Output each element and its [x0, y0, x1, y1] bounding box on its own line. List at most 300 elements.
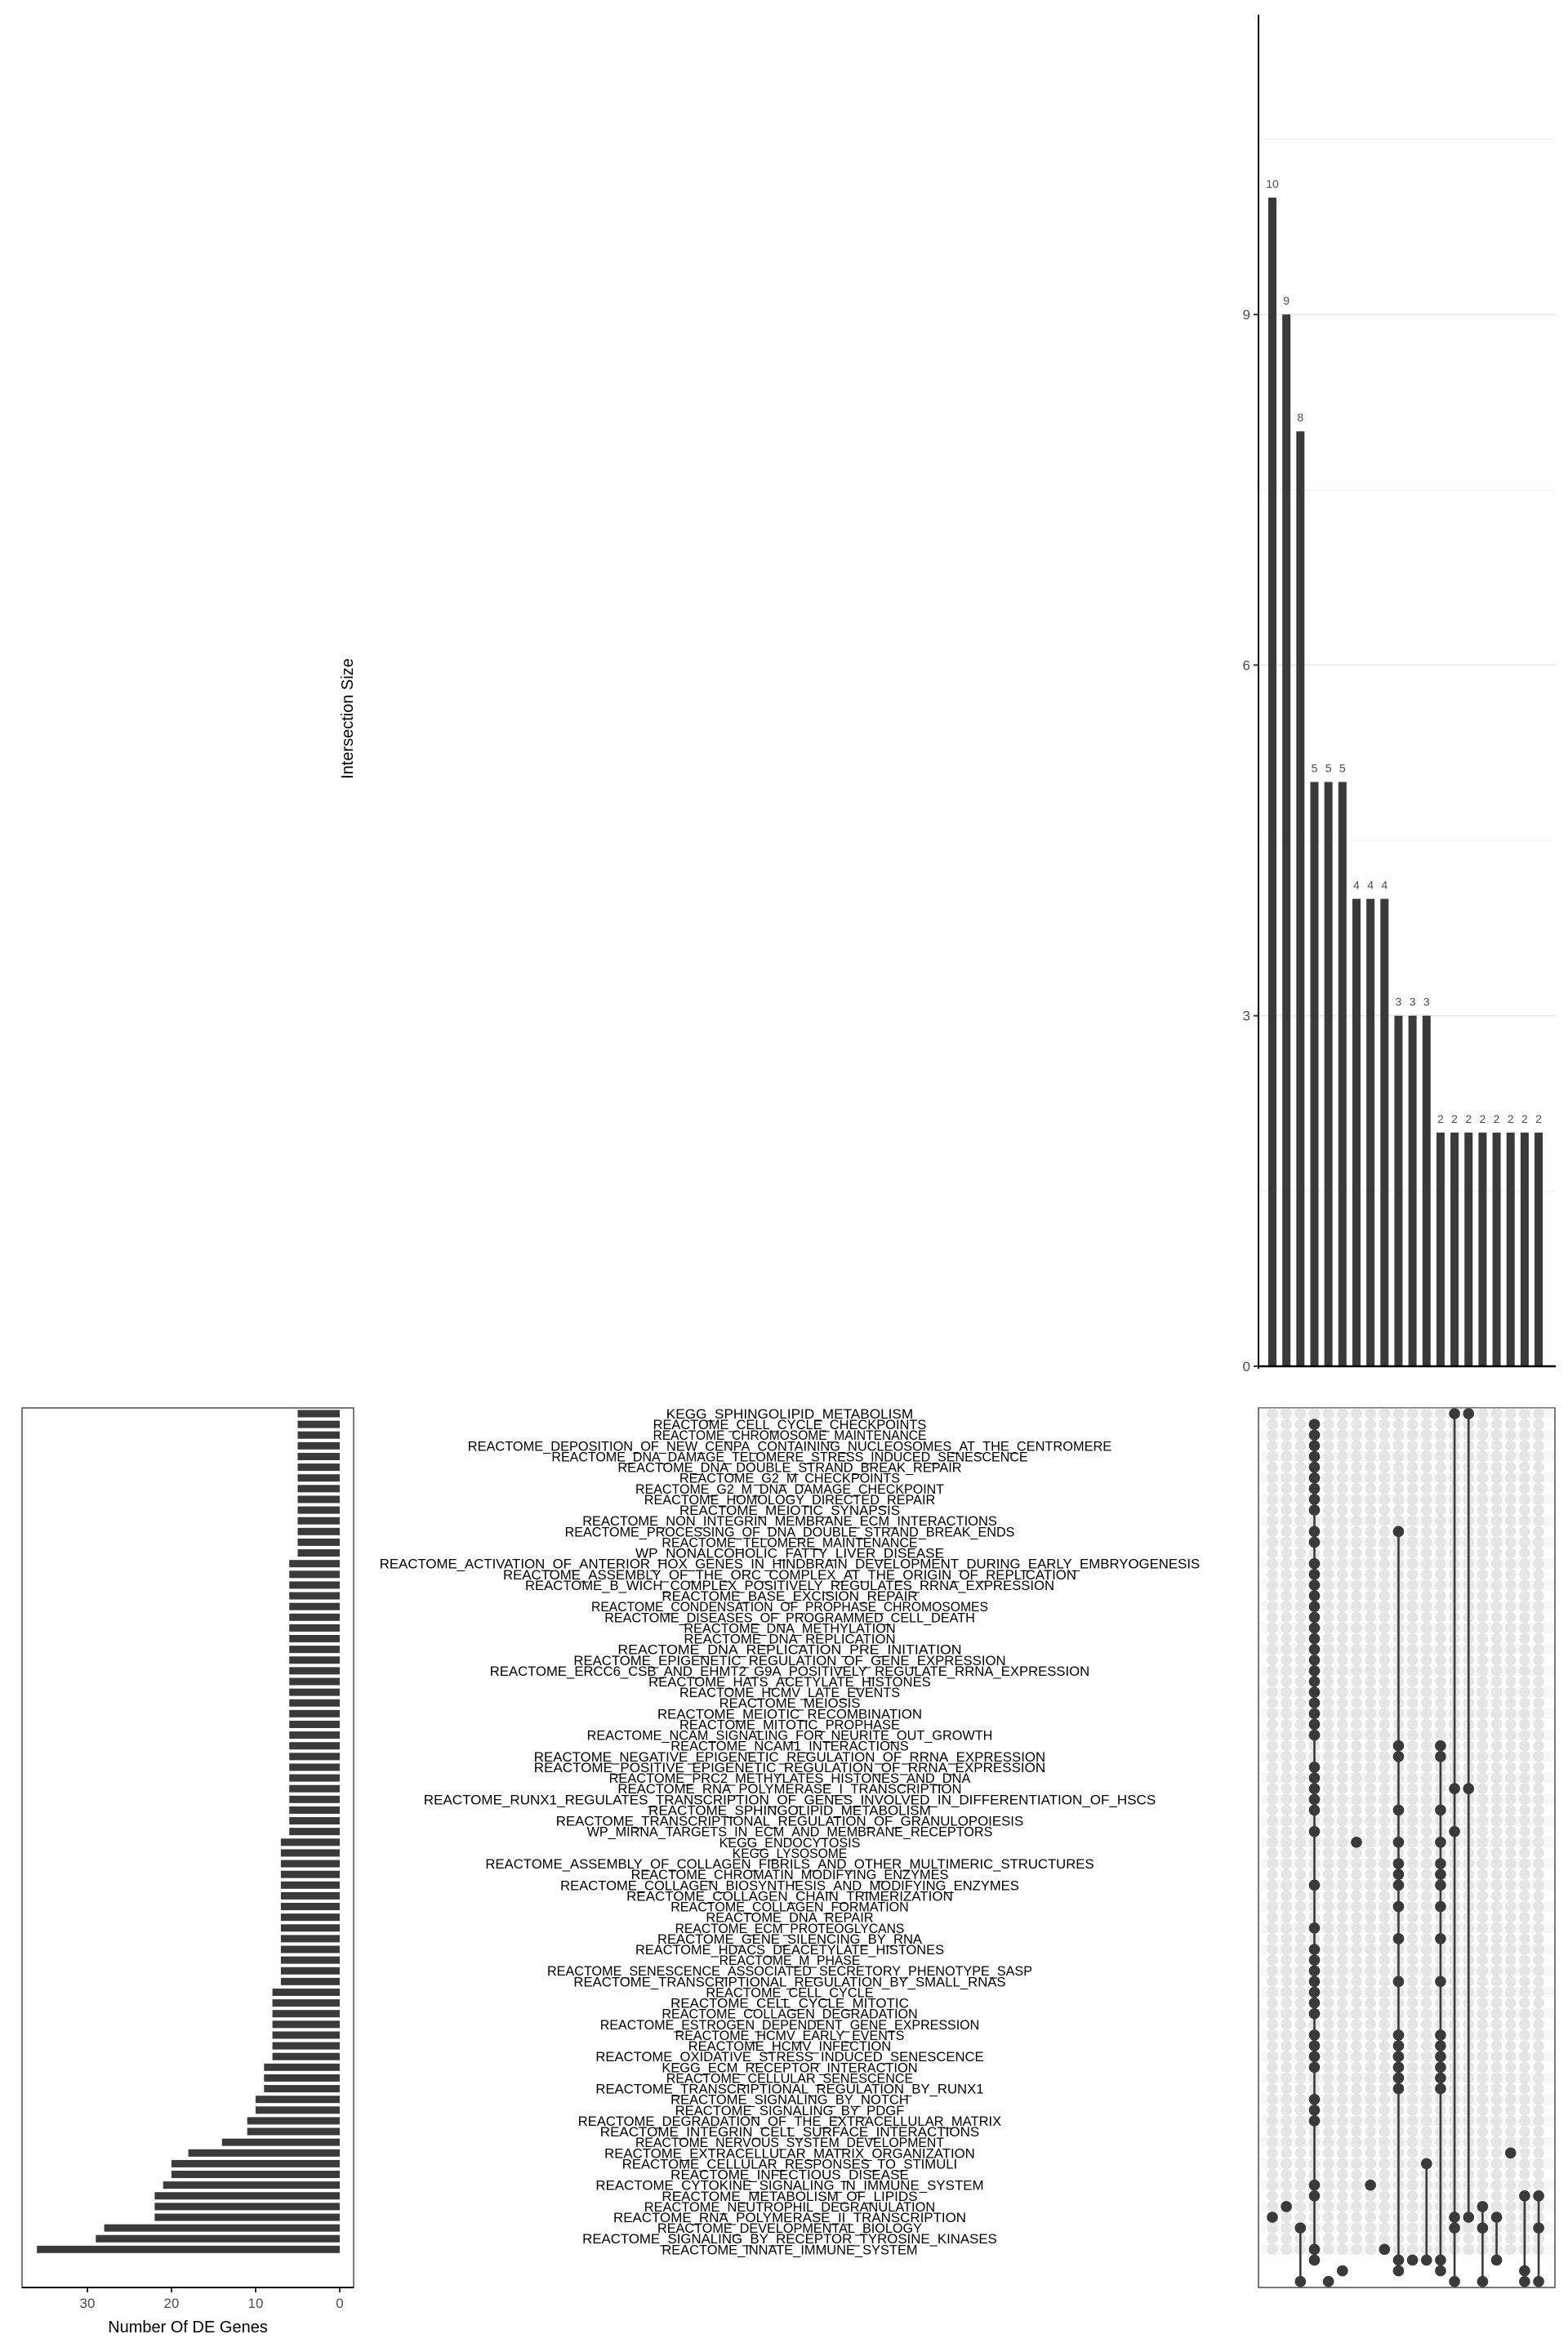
- matrix-filled-dot: [1477, 2201, 1489, 2212]
- bar-value-label: 4: [1381, 878, 1388, 892]
- matrix-empty-dot: [1463, 2233, 1474, 2244]
- matrix-empty-dot: [1477, 1965, 1489, 1976]
- matrix-empty-dot: [1295, 1762, 1307, 1773]
- matrix-empty-dot: [1281, 1826, 1292, 1838]
- set-size-bar: [105, 2225, 340, 2232]
- matrix-empty-dot: [1491, 1944, 1503, 1955]
- matrix-empty-dot: [1421, 1623, 1432, 1634]
- matrix-empty-dot: [1365, 1633, 1376, 1645]
- set-name-label: REACTOME_COLLAGEN_CHAIN_TRIMERIZATION: [626, 1889, 953, 1904]
- matrix-empty-dot: [1491, 2040, 1503, 2051]
- matrix-empty-dot: [1519, 2029, 1530, 2041]
- matrix-empty-dot: [1407, 1569, 1419, 1580]
- matrix-empty-dot: [1337, 1815, 1348, 1827]
- matrix-empty-dot: [1351, 1901, 1362, 1913]
- matrix-empty-dot: [1491, 1869, 1503, 1880]
- matrix-filled-dot: [1477, 2222, 1489, 2234]
- matrix-empty-dot: [1519, 1483, 1530, 1494]
- matrix-empty-dot: [1519, 1901, 1530, 1913]
- matrix-empty-dot: [1379, 1579, 1390, 1591]
- matrix-empty-dot: [1379, 2169, 1390, 2180]
- set-size-bar: [189, 2149, 340, 2157]
- matrix-empty-dot: [1365, 2126, 1376, 2137]
- matrix-empty-dot: [1533, 1891, 1544, 1902]
- matrix-empty-dot: [1337, 1472, 1348, 1484]
- matrix-empty-dot: [1323, 1579, 1334, 1591]
- matrix-filled-dot: [1463, 1783, 1474, 1794]
- set-size-bar: [256, 2096, 340, 2103]
- matrix-empty-dot: [1505, 2233, 1517, 2244]
- matrix-empty-dot: [1281, 1441, 1292, 1452]
- matrix-empty-dot: [1337, 2244, 1348, 2256]
- matrix-empty-dot: [1337, 1762, 1348, 1773]
- matrix-empty-dot: [1365, 2169, 1376, 2180]
- matrix-empty-dot: [1491, 1826, 1503, 1838]
- matrix-empty-dot: [1533, 2029, 1544, 2041]
- matrix-empty-dot: [1281, 1933, 1292, 1944]
- matrix-empty-dot: [1407, 2029, 1419, 2041]
- intersection-bar-labels: [1266, 177, 1542, 1125]
- matrix-empty-dot: [1491, 2115, 1503, 2127]
- set-size-bar: [273, 2042, 340, 2050]
- matrix-empty-dot: [1267, 1719, 1278, 1731]
- matrix-empty-dot: [1323, 2073, 1334, 2084]
- matrix-empty-dot: [1379, 1954, 1390, 1966]
- matrix-empty-dot: [1379, 2115, 1390, 2127]
- matrix-empty-dot: [1351, 1408, 1362, 1419]
- matrix-empty-dot: [1491, 2029, 1503, 2041]
- matrix-empty-dot: [1533, 1611, 1544, 1623]
- matrix-empty-dot: [1351, 1891, 1362, 1902]
- matrix-empty-dot: [1323, 1504, 1334, 1516]
- matrix-empty-dot: [1323, 1858, 1334, 1869]
- matrix-empty-dot: [1379, 1665, 1390, 1677]
- matrix-filled-dot: [1309, 1611, 1321, 1623]
- matrix-empty-dot: [1421, 1730, 1432, 1741]
- matrix-empty-dot: [1407, 2083, 1419, 2095]
- matrix-empty-dot: [1351, 1548, 1362, 1559]
- bar-value-label: 3: [1423, 995, 1430, 1009]
- matrix-filled-dot: [1393, 2265, 1405, 2277]
- matrix-empty-dot: [1379, 1837, 1390, 1848]
- set-size-bar: [281, 1871, 340, 1878]
- set-size-bar: [298, 1485, 341, 1492]
- matrix-empty-dot: [1533, 1708, 1544, 1720]
- matrix-empty-dot: [1477, 1429, 1489, 1441]
- set-name-label: REACTOME_COLLAGEN_DEGRADATION: [662, 2007, 918, 2022]
- matrix-empty-dot: [1533, 1944, 1544, 1955]
- matrix-empty-dot: [1323, 2169, 1334, 2180]
- matrix-filled-dot: [1393, 2083, 1405, 2095]
- matrix-empty-dot: [1533, 1719, 1544, 1731]
- matrix-empty-dot: [1533, 1558, 1544, 1570]
- matrix-empty-dot: [1379, 2136, 1390, 2148]
- matrix-empty-dot: [1379, 2212, 1390, 2223]
- x-tick-label: 30: [79, 2296, 96, 2311]
- matrix-empty-dot: [1365, 1623, 1376, 1634]
- matrix-empty-dot: [1295, 2136, 1307, 2148]
- set-name-label: REACTOME_DNA_REPAIR: [706, 1910, 874, 1926]
- matrix-empty-dot: [1267, 1419, 1278, 1430]
- matrix-empty-dot: [1519, 1569, 1530, 1580]
- matrix-empty-dot: [1421, 1472, 1432, 1484]
- matrix-empty-dot: [1505, 1526, 1517, 1538]
- matrix-filled-dot: [1309, 1730, 1321, 1741]
- matrix-empty-dot: [1281, 2094, 1292, 2105]
- matrix-empty-dot: [1407, 1891, 1419, 1902]
- matrix-empty-dot: [1267, 1515, 1278, 1526]
- set-name-label: WP_MIRNA_TARGETS_IN_ECM_AND_MEMBRANE_RECEPTORS: [586, 1824, 993, 1840]
- matrix-empty-dot: [1295, 2008, 1307, 2020]
- matrix-empty-dot: [1505, 2190, 1517, 2202]
- matrix-empty-dot: [1407, 1815, 1419, 1827]
- matrix-empty-dot: [1281, 1686, 1292, 1698]
- set-size-x-axis: [22, 2287, 354, 2311]
- set-name-label: REACTOME_DNA_REPLICATION_PRE_INITIATION: [617, 1642, 962, 1658]
- matrix-empty-dot: [1351, 1611, 1362, 1623]
- set-size-bar: [298, 1507, 341, 1514]
- matrix-empty-dot: [1267, 2029, 1278, 2041]
- bar-value-label: 9: [1283, 294, 1290, 308]
- matrix-empty-dot: [1477, 1922, 1489, 1934]
- matrix-empty-dot: [1393, 1419, 1405, 1430]
- matrix-empty-dot: [1491, 1623, 1503, 1634]
- matrix-empty-dot: [1281, 1879, 1292, 1891]
- matrix-empty-dot: [1477, 2029, 1489, 2041]
- matrix-empty-dot: [1295, 2201, 1307, 2212]
- set-name-label: REACTOME_M_PHASE: [719, 1953, 861, 1969]
- y-tick-label: 6: [1242, 657, 1250, 674]
- matrix-empty-dot: [1295, 1922, 1307, 1934]
- intersection-bar: [1409, 1016, 1417, 1366]
- matrix-empty-dot: [1435, 1462, 1446, 1473]
- matrix-empty-dot: [1323, 1419, 1334, 1430]
- set-name-label: REACTOME_COLLAGEN_BIOSYNTHESIS_AND_MODIFYING_ENZYMES: [560, 1878, 1019, 1894]
- matrix-empty-dot: [1519, 1826, 1530, 1838]
- set-name-label: WP_NONALCOHOLIC_FATTY_LIVER_DISEASE: [635, 1546, 944, 1561]
- matrix-empty-dot: [1421, 1922, 1432, 1934]
- matrix-empty-dot: [1533, 1548, 1544, 1559]
- matrix-empty-dot: [1337, 2201, 1348, 2212]
- matrix-empty-dot: [1267, 1655, 1278, 1666]
- matrix-empty-dot: [1393, 1504, 1405, 1516]
- matrix-empty-dot: [1519, 2073, 1530, 2084]
- matrix-empty-dot: [1421, 1655, 1432, 1666]
- matrix-empty-dot: [1491, 1579, 1503, 1591]
- matrix-empty-dot: [1379, 1472, 1390, 1484]
- matrix-empty-dot: [1519, 1537, 1530, 1548]
- set-size-bar: [273, 1999, 340, 2007]
- matrix-empty-dot: [1379, 1912, 1390, 1923]
- matrix-empty-dot: [1337, 1891, 1348, 1902]
- matrix-empty-dot: [1323, 1826, 1334, 1838]
- set-name-label: REACTOME_DNA_DOUBLE_STRAND_BREAK_REPAIR: [617, 1460, 962, 1476]
- set-size-x-axis-label: Number Of DE Genes: [108, 2319, 268, 2336]
- matrix-empty-dot: [1295, 1579, 1307, 1591]
- matrix-empty-dot: [1281, 1762, 1292, 1773]
- matrix-empty-dot: [1337, 2094, 1348, 2105]
- matrix-empty-dot: [1323, 2212, 1334, 2223]
- intersection-bar: [1394, 1016, 1402, 1366]
- matrix-empty-dot: [1407, 1751, 1419, 1762]
- matrix-empty-dot: [1295, 1891, 1307, 1902]
- matrix-filled-dot: [1393, 2073, 1405, 2084]
- matrix-empty-dot: [1421, 1944, 1432, 1955]
- matrix-empty-dot: [1295, 2126, 1307, 2137]
- matrix-empty-dot: [1351, 1912, 1362, 1923]
- set-name-label: REACTOME_NEGATIVE_EPIGENETIC_REGULATION_OF_RRNA_EXPRESSION: [533, 1749, 1046, 1765]
- matrix-empty-dot: [1267, 1441, 1278, 1452]
- matrix-empty-dot: [1295, 1676, 1307, 1687]
- matrix-empty-dot: [1337, 1869, 1348, 1880]
- matrix-empty-dot: [1281, 2083, 1292, 2095]
- matrix-empty-dot: [1365, 1483, 1376, 1494]
- matrix-empty-dot: [1477, 2073, 1489, 2084]
- set-size-bar: [289, 1635, 340, 1642]
- matrix-empty-dot: [1379, 1590, 1390, 1601]
- matrix-empty-dot: [1351, 1676, 1362, 1687]
- matrix-empty-dot: [1491, 1858, 1503, 1869]
- set-name-label: REACTOME_HCMV_LATE_EVENTS: [679, 1686, 900, 1701]
- matrix-filled-dot: [1309, 1483, 1321, 1494]
- matrix-empty-dot: [1281, 1504, 1292, 1516]
- matrix-empty-dot: [1295, 1847, 1307, 1859]
- matrix-empty-dot: [1323, 2115, 1334, 2127]
- matrix-empty-dot: [1491, 1686, 1503, 1698]
- matrix-empty-dot: [1421, 1815, 1432, 1827]
- matrix-empty-dot: [1337, 1998, 1348, 2009]
- set-size-bar: [256, 2106, 340, 2114]
- matrix-empty-dot: [1281, 1644, 1292, 1655]
- matrix-empty-dot: [1379, 1686, 1390, 1698]
- matrix-empty-dot: [1505, 1708, 1517, 1720]
- matrix-filled-dot: [1393, 1879, 1405, 1891]
- matrix-empty-dot: [1365, 1751, 1376, 1762]
- matrix-empty-dot: [1337, 1751, 1348, 1762]
- matrix-empty-dot: [1421, 1697, 1432, 1708]
- matrix-empty-dot: [1323, 1483, 1334, 1494]
- matrix-empty-dot: [1351, 1633, 1362, 1645]
- matrix-empty-dot: [1533, 1644, 1544, 1655]
- matrix-filled-dot: [1267, 2212, 1278, 2223]
- matrix-empty-dot: [1407, 1644, 1419, 1655]
- matrix-empty-dot: [1323, 1708, 1334, 1720]
- matrix-empty-dot: [1337, 2190, 1348, 2202]
- set-size-bar: [289, 1570, 340, 1578]
- matrix-empty-dot: [1351, 2126, 1362, 2137]
- matrix-empty-dot: [1421, 1686, 1432, 1698]
- matrix-empty-dot: [1281, 1954, 1292, 1966]
- set-size-bar: [289, 1581, 340, 1588]
- matrix-empty-dot: [1337, 1933, 1348, 1944]
- matrix-filled-dot: [1309, 2244, 1321, 2256]
- matrix-empty-dot: [1281, 1558, 1292, 1570]
- matrix-empty-dot: [1295, 1858, 1307, 1869]
- matrix-empty-dot: [1281, 1847, 1292, 1859]
- matrix-empty-dot: [1519, 1655, 1530, 1666]
- matrix-empty-dot: [1477, 1901, 1489, 1913]
- matrix-empty-dot: [1323, 1644, 1334, 1655]
- matrix-filled-dot: [1309, 1762, 1321, 1773]
- matrix-empty-dot: [1477, 1794, 1489, 1806]
- matrix-empty-dot: [1477, 2136, 1489, 2148]
- set-name-label: REACTOME_HDACS_DEACETYLATE_HISTONES: [635, 1943, 944, 1958]
- matrix-empty-dot: [1477, 2115, 1489, 2127]
- matrix-filled-dot: [1309, 1644, 1321, 1655]
- set-size-bar: [281, 1978, 340, 1985]
- set-name-label: REACTOME_GENE_SILENCING_BY_RNA: [657, 1931, 922, 1947]
- matrix-empty-dot: [1505, 1954, 1517, 1966]
- set-size-bar: [154, 2192, 340, 2199]
- set-size-bar: [289, 1624, 340, 1632]
- matrix-empty-dot: [1519, 1462, 1530, 1473]
- matrix-empty-dot: [1379, 2019, 1390, 2030]
- matrix-empty-dot: [1281, 2126, 1292, 2137]
- matrix-empty-dot: [1379, 1826, 1390, 1838]
- matrix-filled-dot: [1309, 2094, 1321, 2105]
- matrix-empty-dot: [1505, 1504, 1517, 1516]
- matrix-empty-dot: [1351, 1740, 1362, 1752]
- matrix-empty-dot: [1351, 1954, 1362, 1966]
- matrix-filled-dot: [1393, 1869, 1405, 1880]
- matrix-empty-dot: [1323, 1655, 1334, 1666]
- set-name-label: KEGG_SPHINGOLIPID_METABOLISM: [666, 1407, 914, 1422]
- matrix-empty-dot: [1365, 1504, 1376, 1516]
- matrix-empty-dot: [1505, 1665, 1517, 1677]
- matrix-empty-dot: [1365, 2105, 1376, 2116]
- matrix-empty-dot: [1351, 1451, 1362, 1463]
- matrix-empty-dot: [1365, 2190, 1376, 2202]
- matrix-empty-dot: [1505, 1837, 1517, 1848]
- matrix-empty-dot: [1267, 2136, 1278, 2148]
- set-size-bar: [289, 1742, 340, 1749]
- matrix-empty-dot: [1519, 1847, 1530, 1859]
- set-size-bar: [273, 2031, 340, 2038]
- matrix-empty-dot: [1435, 1494, 1446, 1505]
- matrix-empty-dot: [1379, 1805, 1390, 1816]
- matrix-empty-dot: [1267, 1965, 1278, 1976]
- matrix-empty-dot: [1421, 1847, 1432, 1859]
- matrix-empty-dot: [1407, 1472, 1419, 1484]
- matrix-empty-dot: [1491, 1526, 1503, 1538]
- matrix-empty-dot: [1421, 2094, 1432, 2105]
- set-size-bar: [289, 1560, 340, 1567]
- matrix-empty-dot: [1267, 1772, 1278, 1784]
- matrix-empty-dot: [1491, 1805, 1503, 1816]
- matrix-empty-dot: [1281, 1837, 1292, 1848]
- matrix-empty-dot: [1533, 1483, 1544, 1494]
- matrix-empty-dot: [1337, 2008, 1348, 2020]
- set-name-label: REACTOME_CELLULAR_SENESCENCE: [666, 2071, 914, 2087]
- set-size-bar: [298, 1421, 341, 1428]
- matrix-empty-dot: [1379, 1623, 1390, 1634]
- set-size-bar: [273, 2010, 340, 2017]
- matrix-empty-dot: [1505, 1494, 1517, 1505]
- matrix-empty-dot: [1477, 1569, 1489, 1580]
- matrix-empty-dot: [1323, 1976, 1334, 1988]
- matrix-empty-dot: [1379, 1762, 1390, 1773]
- matrix-empty-dot: [1267, 2073, 1278, 2084]
- matrix-empty-dot: [1323, 2201, 1334, 2212]
- matrix-empty-dot: [1407, 1998, 1419, 2009]
- matrix-empty-dot: [1505, 1794, 1517, 1806]
- matrix-empty-dot: [1365, 1579, 1376, 1591]
- set-name-label: REACTOME_HATS_ACETYLATE_HISTONES: [648, 1675, 931, 1690]
- matrix-empty-dot: [1505, 1858, 1517, 1869]
- matrix-empty-dot: [1323, 2040, 1334, 2051]
- set-name-label: REACTOME_OXIDATIVE_STRESS_INDUCED_SENESCENCE: [595, 2050, 984, 2065]
- matrix-empty-dot: [1365, 2094, 1376, 2105]
- set-name-label: REACTOME_EPIGENETIC_REGULATION_OF_GENE_EXPRESSION: [573, 1653, 1006, 1668]
- matrix-empty-dot: [1407, 2136, 1419, 2148]
- matrix-empty-dot: [1295, 1740, 1307, 1752]
- matrix-empty-dot: [1407, 2019, 1419, 2030]
- matrix-empty-dot: [1295, 1601, 1307, 1612]
- set-name-label: REACTOME_DNA_METHYLATION: [684, 1621, 896, 1637]
- matrix-empty-dot: [1337, 1494, 1348, 1505]
- matrix-empty-dot: [1519, 2147, 1530, 2158]
- set-name-label: REACTOME_PRC2_METHYLATES_HISTONES_AND_DNA: [608, 1771, 971, 1787]
- matrix-empty-dot: [1351, 1623, 1362, 1634]
- matrix-empty-dot: [1379, 1708, 1390, 1720]
- set-size-bar: [289, 1806, 340, 1814]
- matrix-empty-dot: [1533, 1655, 1544, 1666]
- matrix-empty-dot: [1491, 1548, 1503, 1559]
- matrix-empty-dot: [1533, 1429, 1544, 1441]
- set-size-bar: [281, 1903, 340, 1910]
- matrix-empty-dot: [1491, 1462, 1503, 1473]
- matrix-empty-dot: [1351, 1944, 1362, 1955]
- set-name-label: REACTOME_TELOMERE_MAINTENANCE: [662, 1535, 918, 1551]
- matrix-empty-dot: [1491, 2136, 1503, 2148]
- matrix-empty-dot: [1323, 1891, 1334, 1902]
- matrix-empty-dot: [1421, 1558, 1432, 1570]
- set-name-label: REACTOME_ACTIVATION_OF_ANTERIOR_HOX_GENES_IN_HINDBRAIN_DEVELOPMENT_DURING_EARLY_EMBRYOGENESIS: [379, 1557, 1200, 1572]
- matrix-filled-dot: [1393, 1740, 1405, 1752]
- matrix-empty-dot: [1533, 1579, 1544, 1591]
- matrix-empty-dot: [1365, 1826, 1376, 1838]
- matrix-empty-dot: [1337, 2019, 1348, 2030]
- matrix-empty-dot: [1533, 1730, 1544, 1741]
- matrix-empty-dot: [1379, 1794, 1390, 1806]
- matrix-empty-dot: [1421, 1429, 1432, 1441]
- set-size-bar: [298, 1410, 341, 1418]
- matrix-filled-dot: [1533, 2222, 1544, 2234]
- matrix-empty-dot: [1323, 2136, 1334, 2148]
- set-size-bar: [281, 1849, 340, 1856]
- matrix-empty-dot: [1519, 1891, 1530, 1902]
- matrix-empty-dot: [1533, 2180, 1544, 2191]
- matrix-empty-dot: [1533, 2115, 1544, 2127]
- set-name-label: REACTOME_NCAM1_INTERACTIONS: [670, 1739, 909, 1754]
- matrix-empty-dot: [1365, 1762, 1376, 1773]
- matrix-empty-dot: [1519, 2180, 1530, 2191]
- bar-value-label: 5: [1339, 761, 1346, 775]
- matrix-empty-dot: [1267, 2158, 1278, 2170]
- matrix-empty-dot: [1309, 1408, 1321, 1419]
- matrix-empty-dot: [1379, 1847, 1390, 1859]
- matrix-empty-dot: [1533, 1686, 1544, 1698]
- matrix-empty-dot: [1337, 1504, 1348, 1516]
- matrix-empty-dot: [1407, 2040, 1419, 2051]
- matrix-empty-dot: [1365, 2008, 1376, 2020]
- matrix-empty-dot: [1323, 1590, 1334, 1601]
- matrix-empty-dot: [1477, 1998, 1489, 2009]
- matrix-empty-dot: [1295, 2083, 1307, 2095]
- set-name-label: REACTOME_METABOLISM_OF_LIPIDS: [662, 2189, 918, 2204]
- matrix-empty-dot: [1365, 1783, 1376, 1794]
- matrix-empty-dot: [1491, 2094, 1503, 2105]
